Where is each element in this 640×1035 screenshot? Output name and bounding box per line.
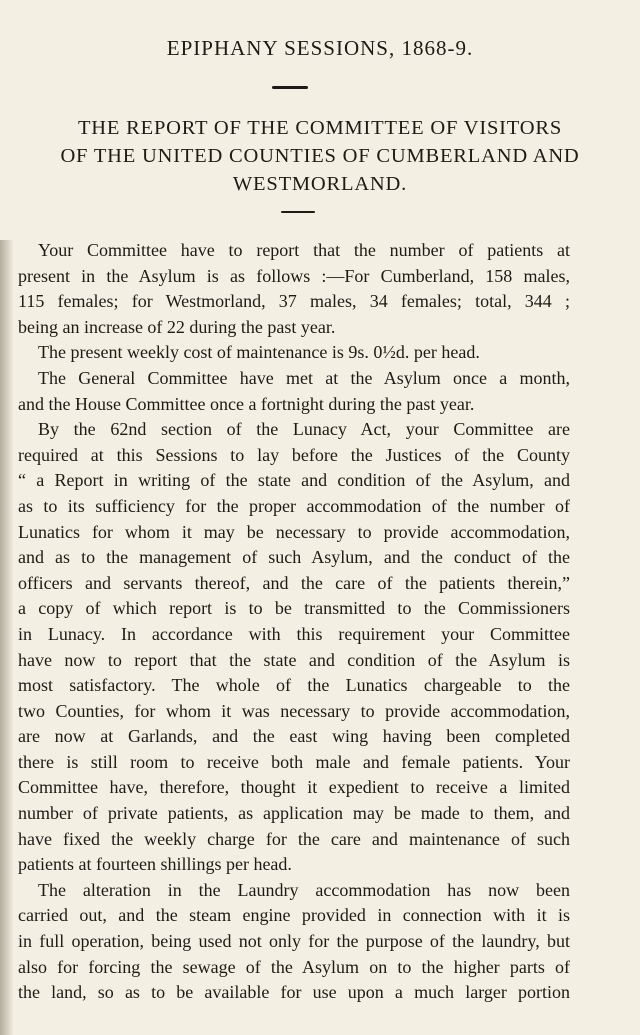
page-edge-shadow	[0, 240, 14, 1035]
body-line: The alteration in the Laundry accommodation has now been	[38, 879, 570, 900]
body-line: number of private patients, as application may be made to them, and	[18, 803, 570, 824]
body-line: have fixed the weekly charge for the care and maintenance of such	[18, 828, 570, 849]
title-line: THE REPORT OF THE COMMITTEE OF VISITORS	[77, 117, 563, 139]
body-line: have now to report that the state and condition of the Asylum is	[18, 649, 570, 670]
body-line: The General Committee have met at the Asylum once a month,	[38, 367, 570, 388]
body-line: the land, so as to be available for use upon a much larger portion	[18, 982, 570, 1003]
body-line: in full operation, being used not only for the purpose of the laundry, but	[18, 931, 570, 952]
body-line: required at this Sessions to lay before the Justices of the County	[18, 444, 570, 465]
body-line: Lunatics for whom it may be necessary to provide accommodation,	[18, 521, 570, 542]
body-line: and as to the management of such Asylum, and the conduct of the	[18, 547, 570, 568]
body-line: By the 62nd section of the Lunacy Act, your Committee are	[38, 419, 570, 440]
report-body	[18, 238, 570, 1006]
body-line: officers and servants thereof, and the care of the patients therein,”	[18, 572, 570, 593]
body-line: a copy of which report is to be transmitted to the Commissioners	[18, 598, 570, 619]
running-head: EPIPHANY SESSIONS, 1868-9.	[166, 36, 474, 60]
report-title	[20, 114, 620, 198]
body-line: two Counties, for whom it was necessary to provide accommodation,	[18, 700, 570, 721]
body-line: being an increase of 22 during the past year.	[18, 316, 336, 337]
body-line: most satisfactory. The whole of the Lunatics chargeable to the	[18, 675, 570, 696]
body-line: The present weekly cost of maintenance is 9s. 0½d. per head.	[38, 342, 480, 363]
body-line: Your Committee have to report that the number of patients at	[38, 240, 570, 260]
body-line: “ a Report in writing of the state and condition of the Asylum, and	[18, 470, 570, 491]
title-rule	[281, 211, 315, 213]
body-line: present in the Asylum is as follows :—For Cumberland, 158 males,	[18, 265, 570, 286]
body-line: Committee have, therefore, thought it expedient to receive a limited	[18, 777, 570, 798]
header-rule	[272, 86, 308, 89]
body-line: also for forcing the sewage of the Asylum on to the higher parts of	[18, 956, 570, 977]
body-line: patients at fourteen shillings per head.	[18, 854, 292, 875]
body-line: 115 females; for Westmorland, 37 males, 34 females; total, 344 ;	[18, 291, 570, 312]
title-line: WESTMORLAND.	[232, 173, 408, 195]
body-line: carried out, and the steam engine provided in connection with it is	[18, 905, 570, 926]
body-line: are now at Garlands, and the east wing having been completed	[18, 726, 570, 747]
body-line: as to its sufficiency for the proper accommodation of the number of	[18, 495, 570, 516]
body-line: in Lunacy. In accordance with this requirement your Committee	[18, 623, 570, 644]
body-line: there is still room to receive both male and female patients. Your	[18, 751, 570, 772]
body-line: and the House Committee once a fortnight during the past year.	[18, 393, 475, 414]
title-line: OF THE UNITED COUNTIES OF CUMBERLAND AND	[60, 145, 580, 167]
